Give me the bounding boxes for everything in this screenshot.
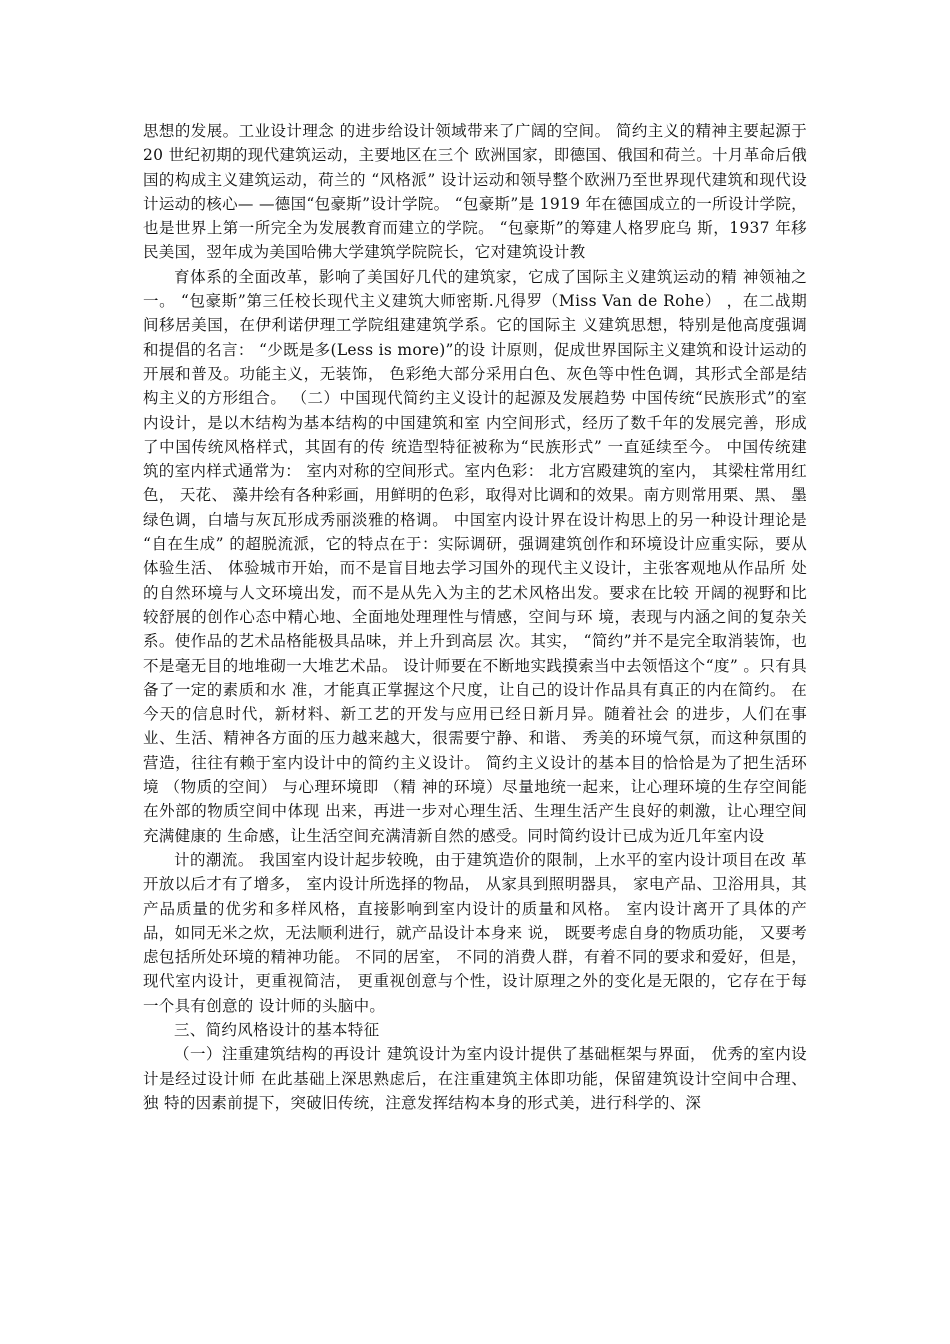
paragraph-structure-redesign: （一）注重建筑结构的再设计 建筑设计为室内设计提供了基础框架与界面， 优秀的室内设计是经过设计师 在此基础上深思熟虑后，在注重建筑主体即功能，保留建筑设计空间中合理、独 特的因素前提下，突破旧传统，注意发挥结构本身的形式美，进行科学的、深 — [143, 1045, 807, 1112]
section-heading-basic-features: 三、简约风格设计的基本特征 — [174, 1020, 380, 1039]
document-page — [143, 119, 807, 1115]
paragraph-architecture-history: 思想的发展。工业设计理念 的进步给设计领域带来了广阔的空间。 简约主义的精神主要起源于 20 世纪初期的现代建筑运动，主要地区在三个 欧洲国家，即德国、俄国和荷兰。十月革命后俄国的构成主义建筑运动，荷兰的 “风格派” 设计运动和领导整个欧洲乃至世界现代建筑和现代设计运动的核心— —德国“包豪斯”设计学院。 “包豪斯”是 1919 年在德国成立的一所设计学院， 也是世界上第一所完全为发展教育而建立的学院。 “包豪斯”的筹建人格罗庇乌 斯，1937 年移民美国，翌年成为美国哈佛大学建筑学院院长，它对建筑设计教 — [143, 122, 807, 262]
paragraph-interior-design-trend: 计的潮流。 我国室内设计起步较晚，由于建筑造价的限制，上水平的室内设计项目在改 革开放以后才有了增多， 室内设计所选择的物品， 从家具到照明器具， 家电产品、卫浴用具，其产品质量的优劣和多样风格，直接影响到室内设计的质量和风格。 室内设计离开了具体的产品，如同无米之炊，无法顺利进行，就产品设计本身来 说， 既要考虑自身的物质功能， 又要考虑包括所处环境的精神功能。 不同的居室， 不同的消费人群，有着不同的要求和爱好，但是，现代室内设计，更重视简洁， 更重视创意与个性，设计原理之外的变化是无限的，它存在于每一个具有创意的 设计师的头脑中。 — [143, 850, 807, 1015]
paragraph-bauhaus-and-chinese-style: 育体系的全面改革，影响了美国好几代的建筑家，它成了国际主义建筑运动的精 神领袖之一。 “包豪斯”第三任校长现代主义建筑大师密斯.凡得罗（Miss Van de Rohe） ，在二战期间移居美国，在伊利诺伊理工学院组建建筑学系。它的国际主 义建筑思想，特别是他高度强调和提倡的名言： “少既是多(Less is more)”的设 计原则，促成世界国际主义建筑和设计运动的开展和普及。功能主义，无装饰， 色彩绝大部分采用白色、灰色等中性色调，其形式全部是结构主义的方形组合。 （二）中国现代简约主义设计的起源及发展趋势 中国传统“民族形式”的室内设计，是以木结构为基本结构的中国建筑和室 内空间形式，经历了数千年的发展完善，形成了中国传统风格样式，其固有的传 统造型特征被称为“民族形式” 一直延续至今。 中国传统建筑的室内样式通常为： 室内对称的空间形式。室内色彩： 北方宫殿建筑的室内， 其梁柱常用红色， 天花、 藻井绘有各种彩画，用鲜明的色彩，取得对比调和的效果。南方则常用栗、黑、 墨绿色调，白墙与灰瓦形成秀丽淡雅的格调。 中国室内设计界在设计构思上的另一种设计理论是 “自在生成” 的超脱流派，它的特点在于：实际调研，强调建筑创作和环境设计应重实际，要从体验生活、 体验城市开始，而不是盲目地去学习国外的现代主义设计，主张客观地从作品所 处的自然环境与人文环境出发，而不是从先入为主的艺术风格出发。要求在比较 开阔的视野和比较舒展的创作心态中精心地、全面地处理理性与情感，空间与环 境，表现与内涵之间的复杂关系。使作品的艺术品格能极具品味，并上升到高层 次。其实， “简约”并不是完全取消装饰，也不是毫无目的地堆砌一大堆艺术品。 设计师要在不断地实践摸索当中去领悟这个“度” 。只有具备了一定的素质和水 准，才能真正掌握这个尺度，让自己的设计作品具有真正的内在简约。 在今天的信息时代，新材料、新工艺的开发与应用已经日新月异。随着社会 的进步，人们在事业、生活、精神各方面的压力越来越大，很需要宁静、和谐、 秀美的环境气氛，而这种氛围的营造，往往有赖于室内设计中的简约主义设计。 简约主义设计的基本目的恰恰是为了把生活环境 （物质的空间） 与心理环境即 （精 神的环境）尽量地统一起来，让心理环境的生存空间能在外部的物质空间中体现 出来，再进一步对心理生活、生理生活产生良好的刺激，让心理空间充满健康的 生命感，让生活空间充满清新自然的感受。同时简约设计已成为近几年室内设 — [143, 267, 807, 845]
